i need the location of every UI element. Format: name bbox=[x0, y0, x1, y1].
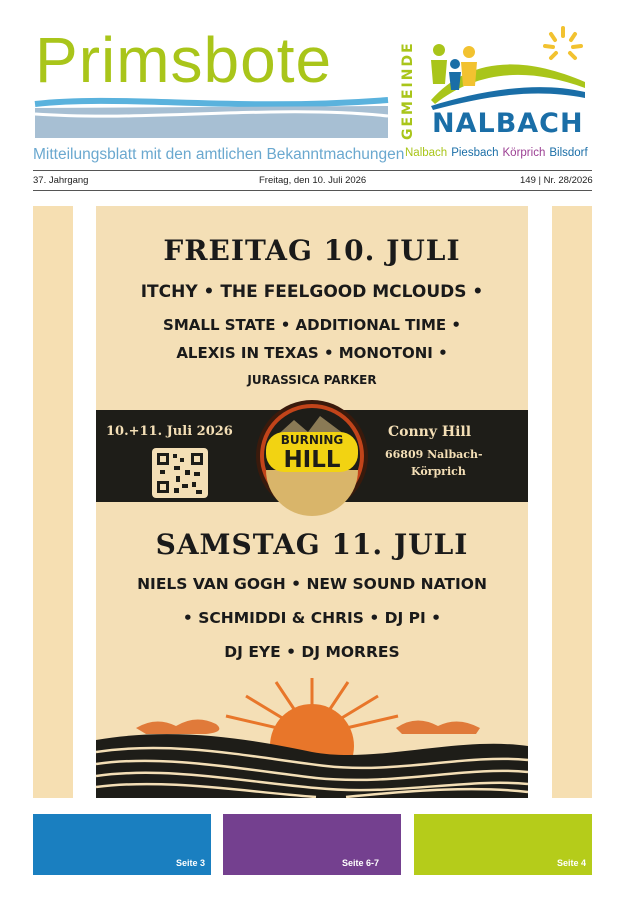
municipality-logo-icon bbox=[425, 22, 590, 110]
teaser-box[interactable] bbox=[33, 814, 211, 875]
info-band bbox=[96, 410, 528, 502]
lineup-line: ITCHY • THE FEELGOOD MCLOUDS • bbox=[140, 282, 484, 302]
lineup-line: ALEXIS IN TEXAS • MONOTONI • bbox=[176, 344, 448, 362]
festival-dates: 10.+11. Juli 2026 bbox=[106, 424, 233, 439]
village-name: Körprich bbox=[502, 147, 546, 159]
lineup-line: DJ EYE • DJ MORRES bbox=[224, 643, 400, 661]
divider bbox=[33, 170, 592, 171]
issue-number: 149 | Nr. 28/2026 bbox=[520, 175, 593, 186]
gemeinde-label: GEMEINDE bbox=[400, 41, 416, 140]
newspaper-subtitle: Mitteilungsblatt mit den amtlichen Bekanntmachungen bbox=[33, 146, 405, 163]
village-name: Piesbach bbox=[451, 147, 499, 159]
venue-name: Conny Hill bbox=[388, 424, 472, 440]
village-name: Bilsdorf bbox=[549, 147, 588, 159]
logo-text-top: BURNING bbox=[280, 433, 344, 447]
lineup-line: • SCHMIDDI & CHRIS • DJ PI • bbox=[182, 609, 442, 627]
teaser-box[interactable] bbox=[223, 814, 401, 875]
divider bbox=[33, 190, 592, 191]
lineup-line: NIELS VAN GOGH • NEW SOUND NATION bbox=[137, 575, 487, 593]
lineup-line: SMALL STATE • ADDITIONAL TIME • bbox=[163, 316, 461, 334]
lineup-line: JURASSICA PARKER bbox=[247, 373, 377, 387]
day1-heading: FREITAG 10. JULI bbox=[163, 234, 461, 267]
qr-code-icon bbox=[152, 448, 208, 498]
issue-date: Freitag, den 10. Juli 2026 bbox=[259, 175, 367, 186]
village-name: Nalbach bbox=[405, 147, 448, 159]
venue-address: Körprich bbox=[411, 465, 466, 478]
page-reference: Seite 4 bbox=[556, 858, 586, 868]
village-list bbox=[405, 147, 592, 159]
page-reference: Seite 6-7 bbox=[341, 858, 379, 868]
poster-side-panel bbox=[33, 206, 73, 798]
event-poster bbox=[96, 206, 528, 798]
venue-address: 66809 Nalbach- bbox=[385, 448, 483, 461]
day2-heading: SAMSTAG 11. JULI bbox=[155, 528, 469, 561]
logo-text-bottom: HILL bbox=[283, 447, 341, 473]
municipality-name: NALBACH bbox=[432, 108, 584, 139]
poster-side-panel bbox=[552, 206, 592, 798]
sunset-hills-illustration bbox=[96, 666, 528, 798]
wave-logo-graphic bbox=[33, 92, 393, 140]
page-reference: Seite 3 bbox=[175, 858, 205, 868]
volume-label: 37. Jahrgang bbox=[33, 175, 89, 186]
newspaper-title: Primsbote bbox=[35, 24, 333, 96]
teaser-box[interactable] bbox=[414, 814, 592, 875]
